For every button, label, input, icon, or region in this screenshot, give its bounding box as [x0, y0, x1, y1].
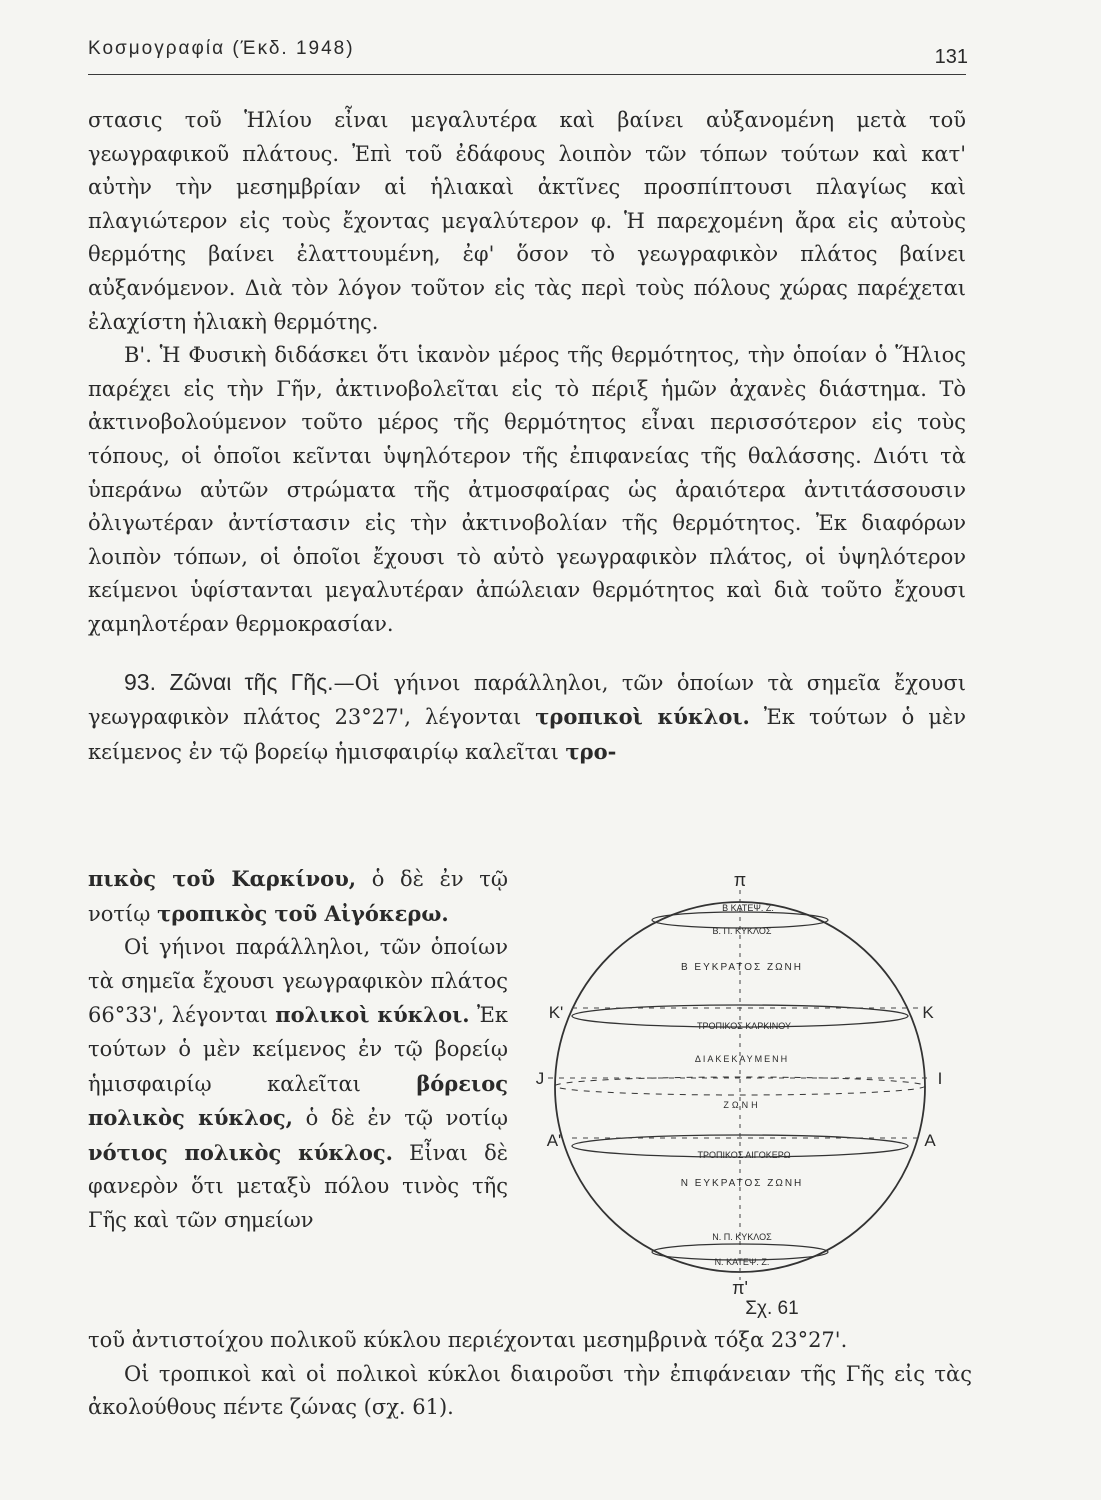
tropic-capricorn-label: ΤΡΟΠΙΚΟΣ ΑΙΓΟΚΕΡΩ — [697, 1150, 791, 1160]
closing-text — [88, 1324, 972, 1425]
wrapped-text-b: Οἱ γήινοι παράλληλοι, τῶν ὁποίων τὰ σημεῖα ἔχουσι γεωγραφικὸν πλάτος 66°33', λέγονται — [88, 935, 508, 1028]
zone-torrid-label-1: ΔΙΑΚΕΚΑΥΜΕΝΗ — [694, 1054, 790, 1064]
label-j-left: J — [535, 1069, 545, 1088]
paragraph-2: Β'. Ἡ Φυσικὴ διδάσκει ὅτι ἱκανὸν μέρος τῆς θερμότητος, τὴν ὁποίαν ὁ Ἥλιος παρέχει εἰς τὴν Γῆν, ἀκτινοβολεῖται εἰς τὸ πέριξ ἡμῶν ἀχανὲς διάστημα. Τὸ ἀκτινοβολούμενον τοῦτο μέρος τῆς θερμότητος εἶναι περισσότερον εἰς τοὺς τόπους, οἱ ὁποῖοι κεῖνται ὑψηλότερον τῆς ἐπιφανείας τῆς θαλάσσης. Διότι τὰ ὑπεράνω αὐτῶν στρώματα τῆς ἀτμοσφαίρας ὡς ἀραιότερα ἀντιτάσσουσιν ὀλιγωτέραν ἀντίστασιν εἰς τὴν ἀκτινοβολίαν τῆς θερμότητος. Ἐκ διαφόρων λοιπὸν τόπων, οἱ ὁποῖοι ἔχουσι τὸ αὐτὸ γεωγραφικὸν πλάτος, οἱ ὑψηλότερον κείμενοι ὑφίστανται μεγαλυτέραν ἀπώλειαν θερμότητος καὶ διὰ τοῦτο ἔχουσι χαμηλοτέραν θερμοκρασίαν. — [88, 343, 966, 636]
north-pole-label: π — [733, 870, 747, 890]
earth-zones-diagram — [520, 862, 970, 1322]
north-polar-circle-label: Β. Π. ΚΥΚΛΟΣ — [712, 926, 772, 936]
zone-north-temperate-label: Β ΕΥΚΡΑΤΟΣ ΖΩΝΗ — [680, 962, 804, 973]
main-text — [88, 104, 966, 769]
page-number: 131 — [934, 46, 968, 68]
closing-paragraph: Οἱ τροπικοὶ καὶ οἱ πολικοὶ κύκλοι διαιροῦσι τὴν ἐπιφάνειαν τῆς Γῆς εἰς τὰς ἀκολούθους πέντε ζώνας (σχ. 61). — [88, 1361, 972, 1420]
header-rule — [88, 74, 966, 75]
term-cancer-end: πικὸς τοῦ Καρκίνου, — [88, 866, 357, 891]
south-pole-label: π' — [732, 1278, 748, 1298]
south-polar-circle-label: Ν. Π. ΚΥΚΛΟΣ — [712, 1232, 772, 1242]
figure-61 — [520, 862, 970, 1322]
label-a-right: A — [924, 1131, 936, 1150]
figure-caption: Σχ. 61 — [745, 1298, 799, 1319]
wrapped-text-column — [88, 862, 508, 1238]
section-number: 93. — [124, 668, 156, 695]
wrapped-text-e: Εἶναι δὲ φανερὸν ὅτι μεταξὺ πόλου τινὸς τῆς Γῆς καὶ τῶν σημείων — [88, 1140, 508, 1232]
paragraph-1: στασις τοῦ Ἡλίου εἶναι μεγαλυτέρα καὶ βαίνει αὐξανομένη μετὰ τοῦ γεωγραφικοῦ πλάτους. Ἐπὶ τοῦ ἐδάφους λοιπὸν τῶν τόπων τούτων καὶ κατ' αὐτὴν τὴν μεσημβρίαν αἱ ἡλιακαὶ ἀκτῖνες προσπίπτουσι πλαγίως καὶ πλαγιώτερον εἰς τοὺς ἔχοντας μεγαλύτερον φ. Ἡ παρεχομένη ἄρα εἰς αὐτοὺς θερμότης βαίνει ἐλαττουμένη, ἐφ' ὅσον τὸ γεωγραφικὸν πλάτος βαίνει αὐξανόμενον. Διὰ τὸν λόγον τοῦτον εἰς τὰς περὶ τοὺς πόλους χώρας παρέχεται ἐλαχίστη ἡλιακὴ θερμότης. — [88, 108, 966, 334]
zone-south-temperate-label: Ν ΕΥΚΡΑΤΟΣ ΖΩΝΗ — [680, 1178, 804, 1189]
tropic-cancer-label: ΤΡΟΠΙΚΟΣ ΚΑΡΚΙΝΟΥ — [696, 1021, 792, 1031]
section-93-paragraph — [88, 666, 966, 770]
zone-north-frigid-label: Β ΚΑΤΕΨ. Ζ. — [722, 903, 774, 913]
label-a-left: A' — [546, 1131, 562, 1150]
wrapped-text-d: ὁ δὲ ἐν τῷ νοτίῳ — [292, 1106, 508, 1131]
section-text-b: Ἐκ τούτων ὁ μὲν κείμενος ἐν τῷ βορείῳ ἡμισφαιρίῳ καλεῖται — [88, 705, 967, 764]
wrapped-text-a: ὁ δὲ ἐν τῷ νοτίῳ — [88, 867, 508, 926]
term-north-polar: βόρειος πολικὸς κύκλος, — [88, 1070, 508, 1131]
term-polar: πολικοὶ κύκλοι. — [275, 1002, 470, 1028]
label-k-right: K — [922, 1003, 934, 1022]
label-i-right: I — [937, 1069, 943, 1088]
wrapped-text-c: Ἐκ τούτων ὁ μὲν κείμενος ἐν τῷ βορείῳ ἡμισφαιρίῳ καλεῖται — [88, 1003, 508, 1096]
zone-south-frigid-label: Ν. ΚΑΤΕΨ. Ζ. — [714, 1257, 770, 1267]
wrapped-paragraph-2 — [88, 931, 508, 1237]
label-k-left: K' — [548, 1003, 564, 1022]
section-title: Ζῶναι τῆς Γῆς. — [169, 668, 334, 695]
section-text-a: —Οἱ γήινοι παράλληλοι, τῶν ὁποίων τὰ σημεῖα ἔχουσι γεωγραφικὸν πλάτος 23°27', λέγονται — [88, 670, 967, 730]
wrapped-paragraph-1 — [88, 862, 508, 931]
closing-line: τοῦ ἀντιστοίχου πολικοῦ κύκλου περιέχονται μεσημβρινὰ τόξα 23°27'. — [88, 1328, 848, 1352]
term-tropics: τροπικοὶ κύκλοι. — [535, 704, 750, 730]
zone-torrid-label-2: ΖΩΝΗ — [723, 1100, 761, 1110]
running-title: Κοσμογραφία (Έκδ. 1948) — [88, 38, 355, 59]
term-south-polar: νότιος πολικὸς κύκλος. — [88, 1139, 393, 1165]
term-capricorn: τροπικὸς τοῦ Αἰγόκερω. — [157, 900, 449, 926]
term-cancer-start: τρο- — [565, 738, 617, 764]
